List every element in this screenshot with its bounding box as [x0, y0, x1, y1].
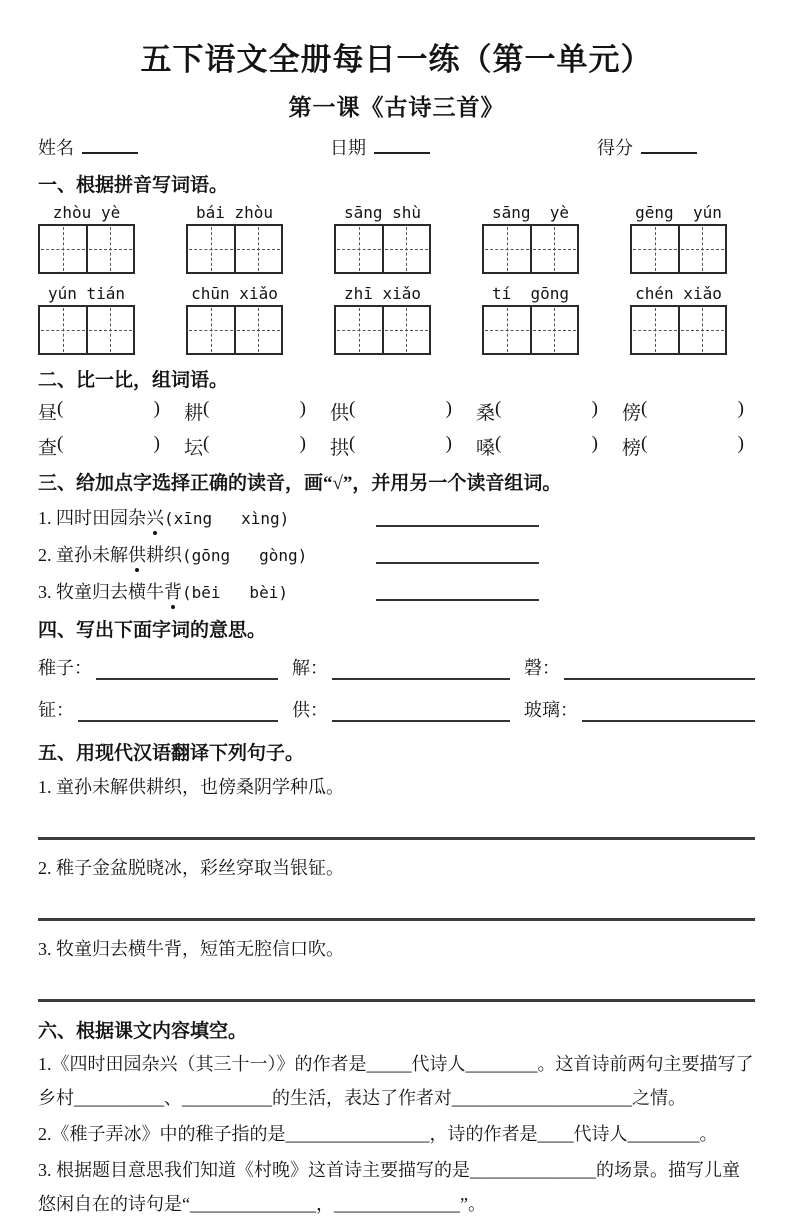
section-2-title: 二、比一比，组词语。 [38, 370, 229, 391]
writing-grid [38, 224, 135, 274]
compare-cell [622, 433, 744, 460]
grid-cell [632, 307, 678, 353]
compare-cell [476, 398, 598, 425]
meta-row [38, 134, 755, 160]
reading-item-3 [38, 578, 755, 602]
section-pinyin-words [38, 170, 755, 355]
date-blank [374, 138, 430, 154]
translate-sentence-3: 3. 牧童归去横牛背，短笛无腔信口吹。 [38, 939, 344, 959]
answer-blank [376, 525, 539, 527]
compare-cell [38, 398, 160, 425]
section-translate [38, 738, 755, 1002]
writing-grid [186, 305, 283, 355]
term-label: 磬： [524, 658, 560, 678]
paren-open: ( [349, 398, 356, 419]
answer-blank [332, 704, 510, 722]
grid-cell [188, 226, 234, 272]
grid-cell [336, 307, 382, 353]
writing-grid [334, 305, 431, 355]
section-1-title: 一、根据拼音写词语。 [38, 175, 229, 196]
answer-blank [376, 599, 539, 601]
paren-open: ( [641, 398, 648, 419]
answer-blank [564, 662, 755, 680]
meaning-cell [524, 654, 755, 680]
hanzi: 查 [38, 438, 58, 459]
answer-blank [582, 704, 755, 722]
answer-space [355, 433, 445, 460]
term-label: 解： [292, 658, 328, 678]
answer-space [501, 398, 591, 425]
pinyin-label: chūn xiǎo [191, 284, 278, 303]
grid-cell [234, 226, 282, 272]
translate-sentence-1: 1. 童孙未解供耕织，也傍桑阴学种瓜。 [38, 777, 344, 797]
answer-line [38, 837, 755, 840]
reading-item-1 [38, 504, 755, 528]
compare-cell [38, 433, 160, 460]
fill-item-2: 2.《稚子弄冰》中的稚子指的是________________，诗的作者是____代诗人________。 [38, 1124, 718, 1144]
section-choose-reading [38, 468, 755, 602]
translate-sentence-2: 2. 稚子金盆脱晓冰，彩丝穿取当银钲。 [38, 858, 344, 878]
writing-grid-row-1 [38, 224, 755, 274]
answer-line [38, 999, 755, 1002]
hanzi: 拱 [330, 438, 350, 459]
score-field [597, 134, 697, 160]
hanzi: 嗓 [476, 438, 496, 459]
item-number: 2. [38, 545, 52, 565]
answer-blank [376, 562, 539, 564]
grid-cell [40, 226, 86, 272]
grid-cell [484, 226, 530, 272]
section-compare-words [38, 365, 755, 460]
paren-open: ( [349, 433, 356, 454]
hanzi: 榜 [622, 438, 642, 459]
hanzi: 供 [330, 403, 350, 424]
item-number: 3. [38, 582, 52, 602]
answer-space [209, 433, 299, 460]
item-number: 1. [38, 508, 52, 528]
compare-cell [476, 433, 598, 460]
answer-space [63, 433, 153, 460]
paren-close: ) [591, 433, 598, 454]
lesson-subtitle: 第一课《古诗三首》 [288, 95, 505, 120]
grid-cell [336, 226, 382, 272]
meaning-cell [524, 696, 755, 722]
writing-grid [482, 305, 579, 355]
answer-blank [96, 662, 278, 680]
hanzi: 傍 [622, 403, 642, 424]
meaning-cell [292, 696, 510, 722]
paren-open: ( [641, 433, 648, 454]
phrase-text: 牧童归去横牛 [56, 582, 164, 602]
meaning-cell [38, 654, 278, 680]
writing-grid [630, 305, 727, 355]
pinyin-label: zhī xiǎo [343, 284, 422, 303]
paren-open: ( [495, 398, 502, 419]
section-5-title: 五、用现代汉语翻译下列句子。 [38, 743, 305, 764]
score-blank [641, 138, 697, 154]
phrase-text: 童孙未解 [56, 545, 128, 565]
answer-space [355, 398, 445, 425]
pinyin-label: yún tián [47, 284, 126, 303]
grid-cell [86, 307, 134, 353]
grid-cell [530, 226, 578, 272]
hanzi: 昼 [38, 403, 58, 424]
compare-row-2 [38, 433, 755, 460]
section-fill-blanks [38, 1016, 755, 1221]
answer-blank [332, 662, 510, 680]
grid-cell [234, 307, 282, 353]
name-field [38, 134, 330, 160]
page-title: 五下语文全册每日一练（第一单元） [140, 42, 653, 77]
reading-item-2 [38, 541, 755, 565]
paren-open: ( [57, 433, 64, 454]
pinyin-options: (xīng xìng) [164, 509, 290, 528]
fill-item-1: 1.《四时田园杂兴（其三十一）》的作者是_____代诗人________。这首诗前两句主要描写了乡村__________、__________的生活，表达了作者对____________________之情。 [38, 1054, 754, 1108]
date-field [330, 134, 597, 160]
dotted-character: 兴 [146, 504, 164, 530]
paren-open: ( [57, 398, 64, 419]
paren-close: ) [591, 398, 598, 419]
writing-grid-row-2 [38, 305, 755, 355]
grid-cell [382, 226, 430, 272]
term-label: 玻璃： [524, 700, 578, 720]
paren-close: ) [445, 433, 452, 454]
compare-cell [184, 398, 306, 425]
writing-grid [482, 224, 579, 274]
paren-open: ( [203, 398, 210, 419]
meaning-cell [292, 654, 510, 680]
pinyin-label: sāng yè [491, 203, 570, 222]
grid-cell [678, 307, 726, 353]
term-label: 钲： [38, 700, 74, 720]
section-4-title: 四、写出下面字词的意思。 [38, 620, 267, 641]
grid-cell [382, 307, 430, 353]
writing-grid [186, 224, 283, 274]
answer-space [209, 398, 299, 425]
section-word-meanings [38, 615, 755, 722]
paren-close: ) [299, 433, 306, 454]
grid-cell [188, 307, 234, 353]
paren-close: ) [153, 398, 160, 419]
meaning-row-1 [38, 654, 755, 680]
pinyin-label: zhòu yè [52, 203, 121, 222]
phrase-text: 耕织 [146, 545, 182, 565]
hanzi: 坛 [184, 438, 204, 459]
section-3-title: 三、给加点字选择正确的读音，画“√”，并用另一个读音组词。 [38, 473, 562, 494]
grid-cell [530, 307, 578, 353]
paren-close: ) [299, 398, 306, 419]
section-6-title: 六、根据课文内容填空。 [38, 1021, 248, 1042]
grid-cell [40, 307, 86, 353]
grid-cell [678, 226, 726, 272]
term-label: 供： [292, 700, 328, 720]
answer-space [501, 433, 591, 460]
meaning-row-2 [38, 696, 755, 722]
pinyin-label: chén xiǎo [635, 284, 722, 303]
answer-line [38, 918, 755, 921]
paren-close: ) [737, 433, 744, 454]
paren-close: ) [153, 433, 160, 454]
name-blank [82, 138, 138, 154]
grid-cell [484, 307, 530, 353]
writing-grid [334, 224, 431, 274]
pinyin-label: gēng yún [635, 203, 722, 222]
paren-open: ( [495, 433, 502, 454]
score-label: 得分 [597, 138, 633, 158]
dotted-character: 背 [164, 578, 182, 604]
dotted-character: 供 [128, 541, 146, 567]
writing-grid [38, 305, 135, 355]
pinyin-label: tí gōng [491, 284, 570, 303]
paren-open: ( [203, 433, 210, 454]
date-label: 日期 [330, 138, 366, 158]
phrase-text: 四时田园杂 [56, 508, 146, 528]
hanzi: 耕 [184, 403, 204, 424]
compare-cell [622, 398, 744, 425]
pinyin-label: bái zhòu [195, 203, 274, 222]
grid-cell [632, 226, 678, 272]
term-label: 稚子： [38, 658, 92, 678]
compare-cell [330, 398, 452, 425]
compare-cell [184, 433, 306, 460]
compare-cell [330, 433, 452, 460]
meaning-cell [38, 696, 278, 722]
answer-space [647, 433, 737, 460]
name-label: 姓名 [38, 138, 74, 158]
answer-space [647, 398, 737, 425]
pinyin-row-1 [38, 203, 755, 222]
writing-grid [630, 224, 727, 274]
pinyin-options: (bēi bèi) [182, 583, 288, 602]
grid-cell [86, 226, 134, 272]
answer-blank [78, 704, 278, 722]
fill-item-3: 3. 根据题目意思我们知道《村晚》这首诗主要描写的是______________的场景。描写儿童悠闲自在的诗句是“______________，______________”。 [38, 1160, 740, 1214]
paren-close: ) [737, 398, 744, 419]
paren-close: ) [445, 398, 452, 419]
answer-space [63, 398, 153, 425]
compare-row-1 [38, 398, 755, 425]
pinyin-row-2 [38, 284, 755, 303]
pinyin-label: sāng shù [343, 203, 422, 222]
hanzi: 桑 [476, 403, 496, 424]
pinyin-options: (gōng gòng) [182, 546, 308, 565]
